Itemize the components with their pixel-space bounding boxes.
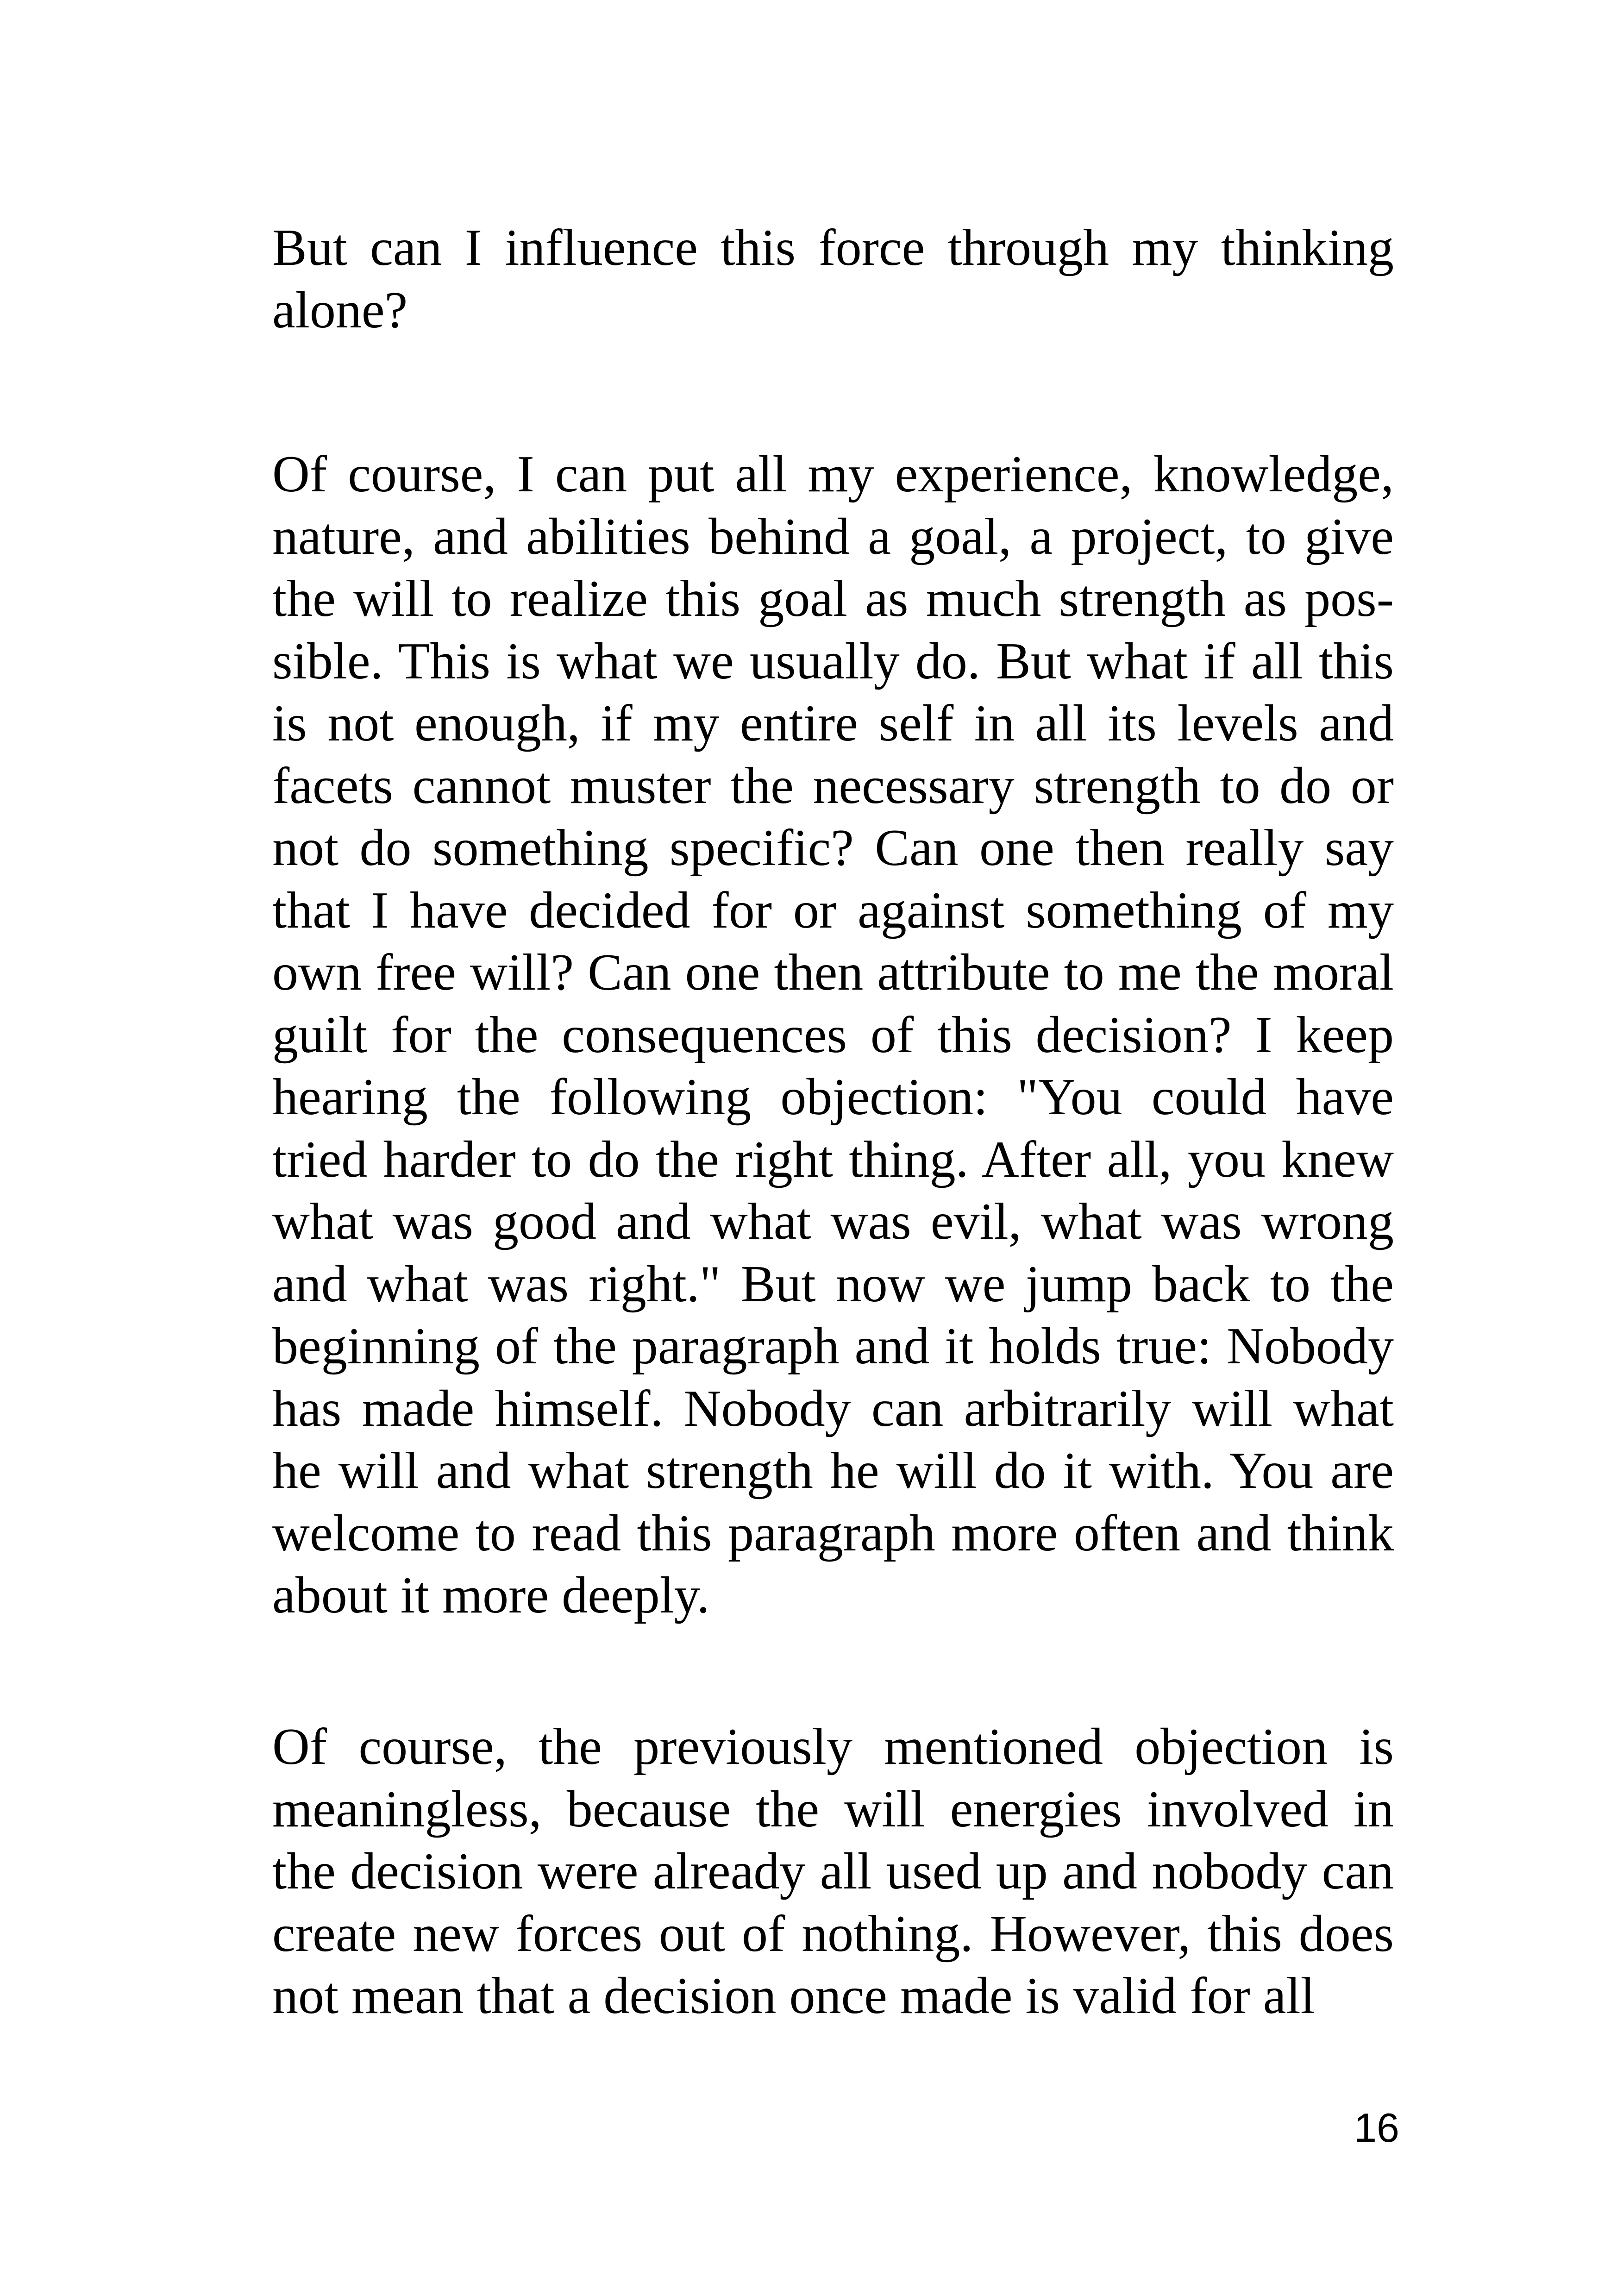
paragraph-1: But can I influence this force through my thinking alone? [272, 219, 1394, 339]
page-number: 16 [1354, 2105, 1399, 2151]
paragraph-3: Of course, the previously mentioned objection is meaningless, because the will energies involved in the decision were already all used up and nobody can create new forces out of nothing. However, this does not mean that a decision once made is valid for all [272, 1718, 1394, 2025]
paragraph-2: Of course, I can put all my experience, knowledge, nature, and abilities behind a goal, a project, to give the will to realize this goal as much strength as possible. This is what we usually do. But what if all this is not enough, if my entire self in all its levels and facets cannot muster the necessary strength to do or not do something specific? Can one then really say that I have decided for or against something of my own free will? Can one then attribute to me the moral guilt for the consequences of this decision? I keep hearing the following objection: "You could have tried harder to do the right thing. After all, you knew what was good and what was evil, what was wrong and what was right." But now we jump back to the beginning of the paragraph and it holds true: Nobody has made himself. Nobody can arbitrarily will what he will and what strength he will do it with. You are welcome to read this paragraph more often and think about it more deeply. [272, 445, 1394, 1624]
